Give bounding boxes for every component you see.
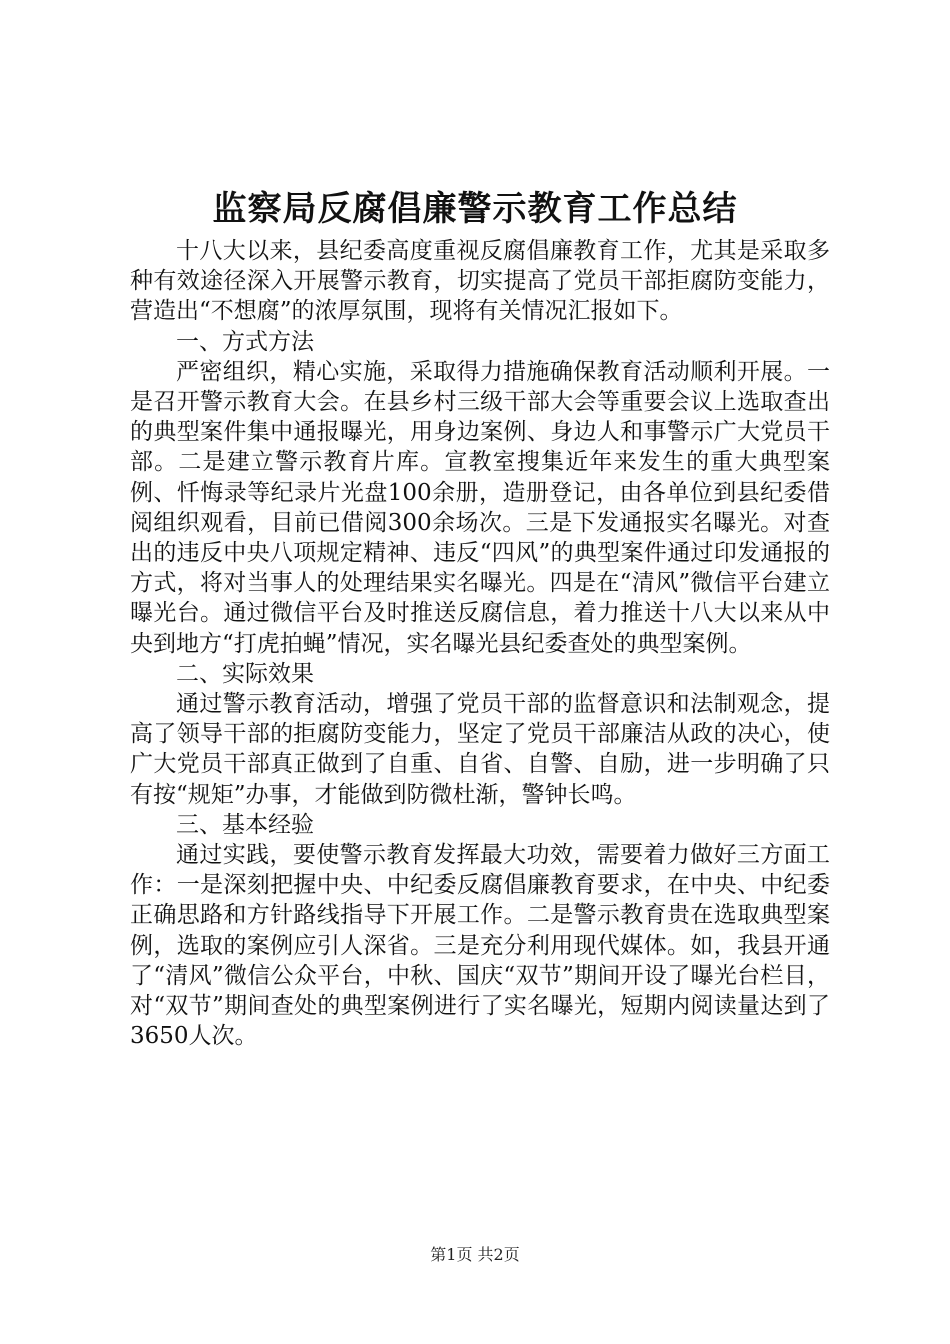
section-body-effects: 通过警示教育活动，增强了党员干部的监督意识和法制观念，提高了领导干部的拒腐防变能力，坚定了党员干部廉洁从政的决心，使广大党员干部真正做到了自重、自省、自警、自励，进一步明确了只有按“规矩”办事，才能做到防微杜渐，警钟长鸣。 bbox=[130, 691, 830, 808]
section-heading-methods: 一、方式方法 bbox=[176, 328, 314, 355]
document-body bbox=[130, 236, 830, 1051]
section-heading-experience: 三、基本经验 bbox=[176, 811, 314, 838]
section-body-experience: 通过实践，要使警示教育发挥最大功效，需要着力做好三方面工作：一是深刻把握中央、中纪委反腐倡廉教育要求，在中央、中纪委正确思路和方针路线指导下开展工作。二是警示教育贵在选取典型案例，选取的案例应引人深省。三是充分利用现代媒体。如，我县开通了“清风”微信公众平台，中秋、国庆“双节”期间开设了曝光台栏目，对“双节”期间查处的典型案例进行了实名曝光，短期内阅读量达到了3650人次。 bbox=[130, 842, 830, 1050]
document-title: 监察局反腐倡廉警示教育工作总结 bbox=[212, 189, 738, 229]
intro-paragraph: 十八大以来，县纪委高度重视反腐倡廉教育工作，尤其是采取多种有效途径深入开展警示教育，切实提高了党员干部拒腐防变能力，营造出“不想腐”的浓厚氛围，现将有关情况汇报如下。 bbox=[130, 238, 830, 325]
section-body-methods: 严密组织，精心实施，采取得力措施确保教育活动顺利开展。一是召开警示教育大会。在县乡村三级干部大会等重要会议上选取查出的典型案件集中通报曝光，用身边案例、身边人和事警示广大党员干部。二是建立警示教育片库。宣教室搜集近年来发生的重大典型案例、忏悔录等纪录片光盘100余册，造册登记，由各单位到县纪委借阅组织观看，目前已借阅300余场次。三是下发通报实名曝光。对查出的违反中央八项规定精神、违反“四风”的典型案件通过印发通报的方式，将对当事人的处理结果实名曝光。四是在“清风”微信平台建立曝光台。通过微信平台及时推送反腐信息，着力推送十八大以来从中央到地方“打虎拍蝇”情况，实名曝光县纪委查处的典型案例。 bbox=[130, 358, 830, 657]
page-footer: 第1页 共2页 bbox=[430, 1245, 520, 1264]
section-heading-effects: 二、实际效果 bbox=[176, 660, 314, 687]
